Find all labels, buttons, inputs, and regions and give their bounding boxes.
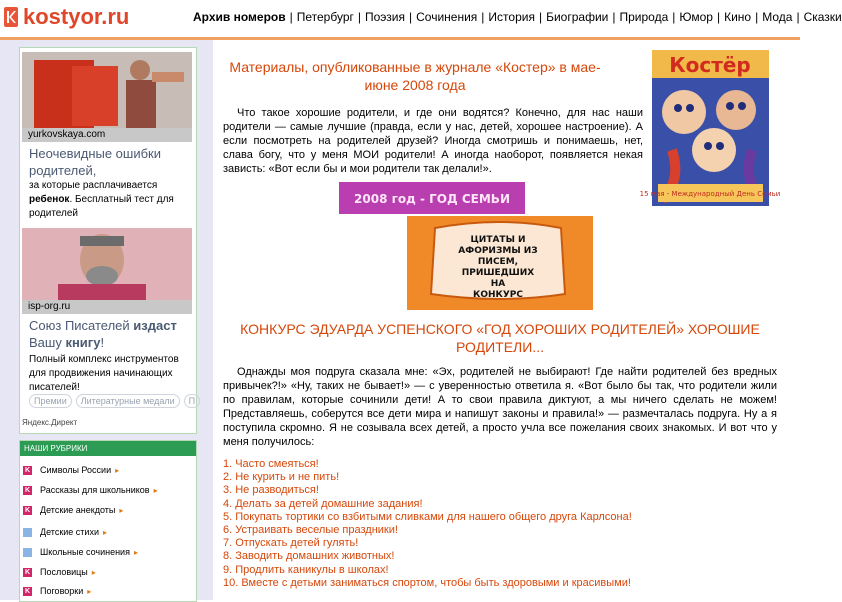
ad-caption-domain[interactable]: yurkovskaya.com <box>22 128 192 142</box>
list-item: 1. Часто смеяться! <box>223 458 319 470</box>
list-item: 7. Отпускать детей гулять! <box>223 537 359 550</box>
ad-image-dance[interactable] <box>22 52 192 128</box>
k-icon: K <box>24 568 31 576</box>
ad-tag[interactable]: Литературные медали <box>76 394 180 408</box>
contest-story: Однажды моя подруга сказала мне: «Эх, родителей не выбирают! Где найти родителей без вредных привычек?!» «Ну, таких не бывает!» — с уверенностью ответила я. «Вот было бы так, что родители жили по правилам, которые сочинили дети! А то свои правила диктуют, а мы ничего сделать не можем! Представляешь, соберутся все дети мира и напишут законы и правила!» — размечталась подруга. Ну а я поступила скромно. Я не созывала всех детей, а просто учла все пожелания своих знакомых. И вот что у меня получилось: <box>223 366 777 448</box>
k-icon: K <box>24 486 31 494</box>
nav-essays[interactable]: Сочинения <box>416 10 478 24</box>
arrow-icon: ▸ <box>133 547 138 557</box>
nav-poetry[interactable]: Поэзия <box>365 10 405 24</box>
arrow-icon: ▸ <box>153 485 158 495</box>
list-item: 10. Вместе с детьми заниматься спортом, чтобы быть здоровыми и красивыми! <box>223 576 631 589</box>
banner-scroll-line: НА <box>490 279 506 289</box>
rubrics-header: НАШИ РУБРИКИ <box>20 441 196 456</box>
ad-description-2[interactable]: Полный комплекс инструментов для продвижения начинающих писателей! <box>29 354 179 393</box>
nav-nature[interactable]: Природа <box>619 10 669 24</box>
article-content <box>213 40 800 600</box>
ad-tag[interactable]: П <box>184 394 200 408</box>
rubrics-panel <box>19 440 197 602</box>
contest-section-title: КОНКУРС ЭДУАРДА УСПЕНСКОГО «ГОД ХОРОШИХ РОДИТЕЛЕЙ» ХОРОШИЕ РОДИТЕЛИ... <box>240 321 760 355</box>
rubric-item[interactable]: K Поговорки ▸ <box>24 586 92 596</box>
wishes-list <box>223 458 783 590</box>
nav-history[interactable]: История <box>488 10 535 24</box>
logo-text: kostyor.ru <box>23 4 130 29</box>
contest-banner-image <box>339 182 599 310</box>
top-bar <box>0 0 842 36</box>
magazine-cover-image[interactable] <box>639 50 781 206</box>
ad-caption-domain-2[interactable]: isp-org.ru <box>22 300 192 314</box>
k-icon: K <box>24 506 31 514</box>
list-item: 4. Делать за детей домашние задания! <box>223 497 423 510</box>
arrow-icon: ▸ <box>91 567 96 577</box>
ad-source-label[interactable]: Яндекс.Директ <box>22 418 78 427</box>
cover-title: Костёр <box>669 53 751 77</box>
banner-scroll-line: ЦИТАТЫ И <box>470 235 526 245</box>
ad-tags <box>29 394 200 408</box>
ad-headline-2[interactable]: Союз Писателей издаст Вашу книгу! <box>29 318 177 350</box>
nav-humor[interactable]: Юмор <box>679 10 713 24</box>
ad-tag[interactable]: Премии <box>29 394 72 408</box>
arrow-icon: ▸ <box>115 465 120 475</box>
rubric-item[interactable]: Школьные сочинения ▸ <box>23 547 138 557</box>
nav-fashion[interactable]: Мода <box>762 10 793 24</box>
logo-mark-icon <box>4 7 18 27</box>
cover-footer: 15 мая - Международный День Семьи <box>639 190 781 198</box>
rubric-item[interactable]: K Детские анекдоты ▸ <box>24 505 124 515</box>
flag-icon <box>23 548 32 557</box>
banner-scroll-line: ПИСЕМ, <box>477 257 519 267</box>
arrow-icon: ▸ <box>119 505 124 515</box>
banner-year-text: 2008 год - ГОД СЕМЬИ <box>354 192 510 206</box>
rubric-item[interactable]: K Рассказы для школьников ▸ <box>24 485 158 495</box>
nav-tales[interactable]: Сказки <box>803 10 842 24</box>
list-item: 9. Продлить каникулы в школах! <box>223 563 389 576</box>
list-item: 5. Покупать тортики со взбитыми сливками для нашего общего друга Карлсона! <box>223 510 632 523</box>
rubric-item[interactable]: K Пословицы ▸ <box>24 567 96 577</box>
article-intro: Что такое хорошие родители, и где они водятся? Конечно, для нас наши родители — самые лучшие (правда, если у нас, детей, хорошее настроение). А если посмотреть на родителей друзей? Иногда смотришь и понимаешь, нет, слава богу, что у меня МОИ родители! А иногда наоборот, появляется некая зависть: «Вот если бы и мои родители так делали!». <box>223 107 643 175</box>
banner-scroll-line: ПРИШЕДШИХ <box>461 268 535 278</box>
banner-scroll-line: КОНКУРС <box>472 290 524 300</box>
article-title: Материалы, опубликованные в журнале «Костер» в мае-июне 2008 года <box>229 59 601 93</box>
list-item: 2. Не курить и не пить! <box>223 471 340 484</box>
nav-biographies[interactable]: Биографии <box>546 10 609 24</box>
site-logo[interactable] <box>4 4 129 30</box>
nav-cinema[interactable]: Кино <box>724 10 752 24</box>
flag-icon <box>23 528 32 537</box>
list-item: 8. Заводить домашних животных! <box>223 550 395 563</box>
k-icon: K <box>24 587 31 595</box>
arrow-icon: ▸ <box>102 527 107 537</box>
ad-description[interactable]: за которые расплачивается ребенок. Бесплатный тест для родителей <box>29 180 174 219</box>
top-navigation: Архив номеров | Петербург | Поэзия | Сочинения | История | Биографии | Природа | Юмор | Кино | Мода | Сказки <box>193 10 842 24</box>
ad-block <box>19 47 197 434</box>
nav-archive[interactable]: Архив номеров <box>193 10 286 24</box>
rubric-item[interactable]: K Символы России ▸ <box>24 465 120 475</box>
nav-peterburg[interactable]: Петербург <box>296 10 354 24</box>
list-item: 3. Не разводиться! <box>223 484 319 497</box>
ad-image-portrait[interactable] <box>22 228 192 300</box>
k-icon: K <box>24 466 31 474</box>
list-item: 6. Устраивать веселые праздники! <box>223 524 398 537</box>
rubric-item[interactable]: Детские стихи ▸ <box>23 527 107 537</box>
banner-scroll-line: АФОРИЗМЫ ИЗ <box>458 246 538 256</box>
ad-headline[interactable]: Неочевидные ошибки родителей, <box>29 146 161 178</box>
arrow-icon: ▸ <box>87 586 92 596</box>
